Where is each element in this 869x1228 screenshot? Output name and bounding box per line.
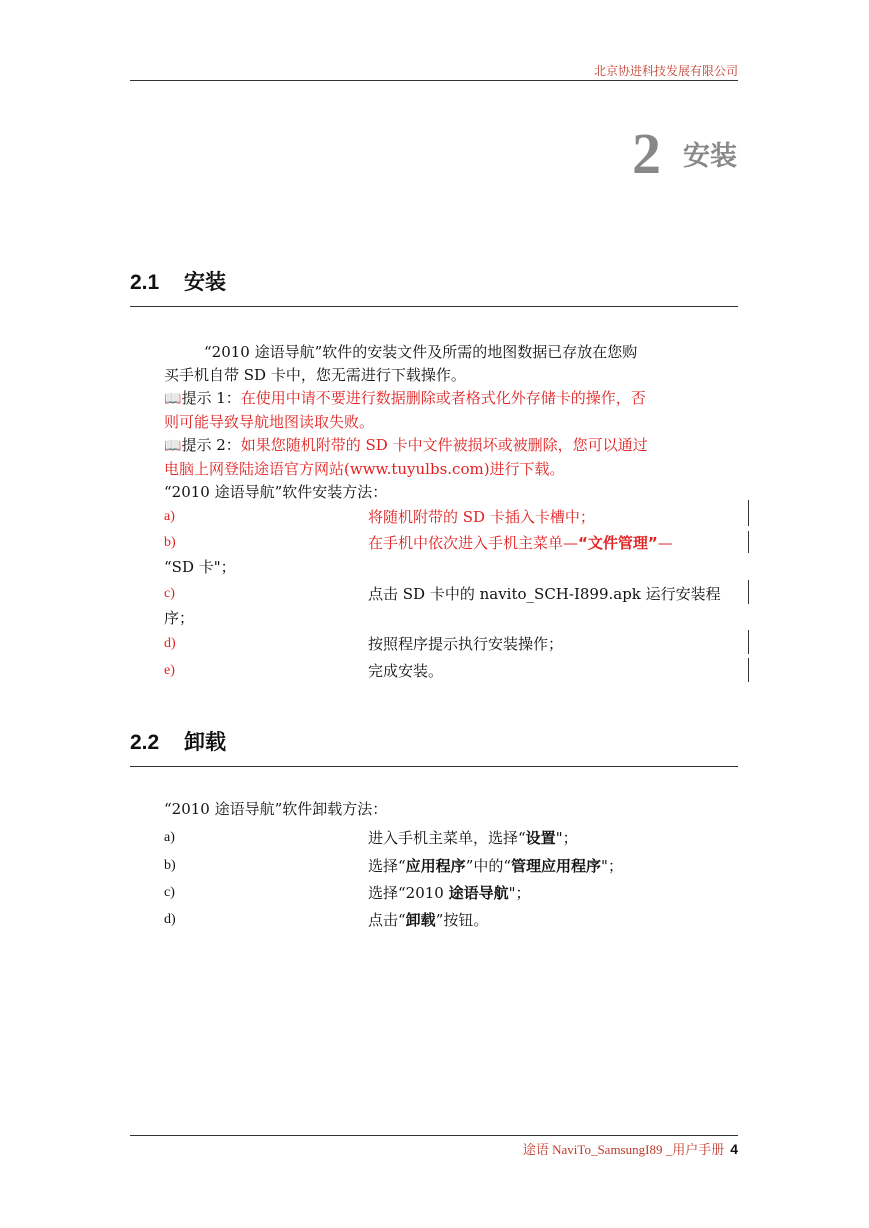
section-title: 卸载 bbox=[184, 730, 226, 754]
tip-label: 提示 1： bbox=[181, 389, 241, 407]
step-text-part: 进入手机主菜单，选择“ bbox=[368, 829, 526, 847]
page-footer bbox=[130, 1135, 738, 1157]
step-text-part: 在手机中依次进入手机主菜单— bbox=[368, 534, 579, 552]
step-label: c) bbox=[164, 885, 175, 900]
footer-text bbox=[523, 1139, 738, 1158]
step-text-part: 选择“ bbox=[368, 857, 406, 875]
step-text-bold: 途语导航 bbox=[448, 884, 509, 902]
step-label: d) bbox=[164, 912, 176, 927]
company-name: 北京协进科技发展有限公司 bbox=[593, 64, 738, 78]
install-method-title: “2010 途语导航”软件安装方法： bbox=[164, 483, 388, 501]
step-text-bold: 应用程序 bbox=[405, 857, 466, 875]
change-bar bbox=[748, 531, 749, 553]
chapter-heading bbox=[632, 120, 737, 187]
section-heading-install bbox=[130, 266, 738, 307]
step-text-part: ”中的“ bbox=[465, 857, 512, 875]
change-bar bbox=[748, 630, 749, 654]
install-intro bbox=[164, 341, 724, 504]
intro-line: 买手机自带 SD 卡中，您无需进行下载操作。 bbox=[164, 366, 466, 384]
step-text-part: "； bbox=[601, 857, 623, 875]
change-bar bbox=[748, 500, 749, 526]
step-text-continued: 序； bbox=[164, 609, 195, 627]
step-text bbox=[368, 881, 531, 905]
step-text: 将随机附带的 SD 卡插入卡槽中； bbox=[368, 508, 595, 526]
manual-title: 途语 NaviTo_SamsungI89 _用户手册 bbox=[522, 1142, 725, 1157]
tip-text: 电脑上网登陆途语官方网站(www.tuyulbs.com)进行下载。 bbox=[164, 460, 565, 478]
step-text bbox=[368, 908, 488, 932]
step-text: 按照程序提示执行安装操作； bbox=[368, 635, 564, 653]
step-text bbox=[368, 531, 673, 555]
step-text bbox=[368, 854, 623, 878]
book-icon: 📖 bbox=[164, 438, 182, 454]
step-text-bold: 设置 bbox=[525, 829, 556, 847]
step-text-continued: “SD 卡"； bbox=[164, 558, 236, 576]
section-heading-uninstall bbox=[130, 726, 738, 767]
step-text-part: 点击“ bbox=[368, 911, 406, 929]
step-text: 完成安装。 bbox=[368, 662, 444, 680]
step-label: d) bbox=[164, 636, 176, 651]
step-text-part: "； bbox=[508, 884, 531, 902]
tip-text: 则可能导致导航地图读取失败。 bbox=[164, 413, 375, 431]
section-number: 2.1 bbox=[130, 271, 160, 294]
step-label: b) bbox=[164, 858, 176, 873]
step-text bbox=[368, 826, 578, 850]
step-text: 点击 SD 卡中的 navito_SCH-I899.apk 运行安装程 bbox=[368, 585, 721, 603]
tip-text: 在使用中请不要进行数据删除或者格式化外存储卡的操作，否 bbox=[240, 389, 646, 407]
tip-2 bbox=[164, 434, 724, 458]
chapter-title: 安装 bbox=[683, 141, 737, 172]
step-label: b) bbox=[164, 535, 176, 550]
uninstall-method-title: “2010 途语导航”软件卸载方法： bbox=[164, 800, 388, 818]
section-title: 安装 bbox=[184, 270, 226, 294]
step-text-part: "； bbox=[555, 829, 578, 847]
step-label: e) bbox=[164, 663, 175, 678]
page-number: 4 bbox=[730, 1141, 738, 1157]
page-header bbox=[130, 60, 738, 81]
step-label: c) bbox=[164, 586, 175, 601]
step-text-bold: 管理应用程序 bbox=[511, 857, 602, 875]
chapter-number: 2 bbox=[632, 121, 661, 186]
step-text-part: — bbox=[657, 534, 673, 552]
tip-text: 如果您随机附带的 SD 卡中文件被损坏或被删除，您可以通过 bbox=[240, 436, 648, 454]
tip-1 bbox=[164, 387, 724, 411]
step-text-bold: 卸载 bbox=[405, 911, 436, 929]
intro-line: “2010 途语导航”软件的安装文件及所需的地图数据已存放在您购 bbox=[204, 343, 638, 361]
section-number: 2.2 bbox=[130, 731, 160, 754]
tip-label: 提示 2： bbox=[181, 436, 241, 454]
step-text-part: 选择“2010 bbox=[368, 884, 449, 902]
step-text-part: ”按钮。 bbox=[435, 911, 489, 929]
book-icon: 📖 bbox=[164, 391, 182, 407]
step-label: a) bbox=[164, 509, 175, 524]
change-bar bbox=[748, 658, 749, 682]
step-text-bold: “文件管理” bbox=[578, 534, 658, 552]
change-bar bbox=[748, 580, 749, 604]
step-label: a) bbox=[164, 830, 175, 845]
